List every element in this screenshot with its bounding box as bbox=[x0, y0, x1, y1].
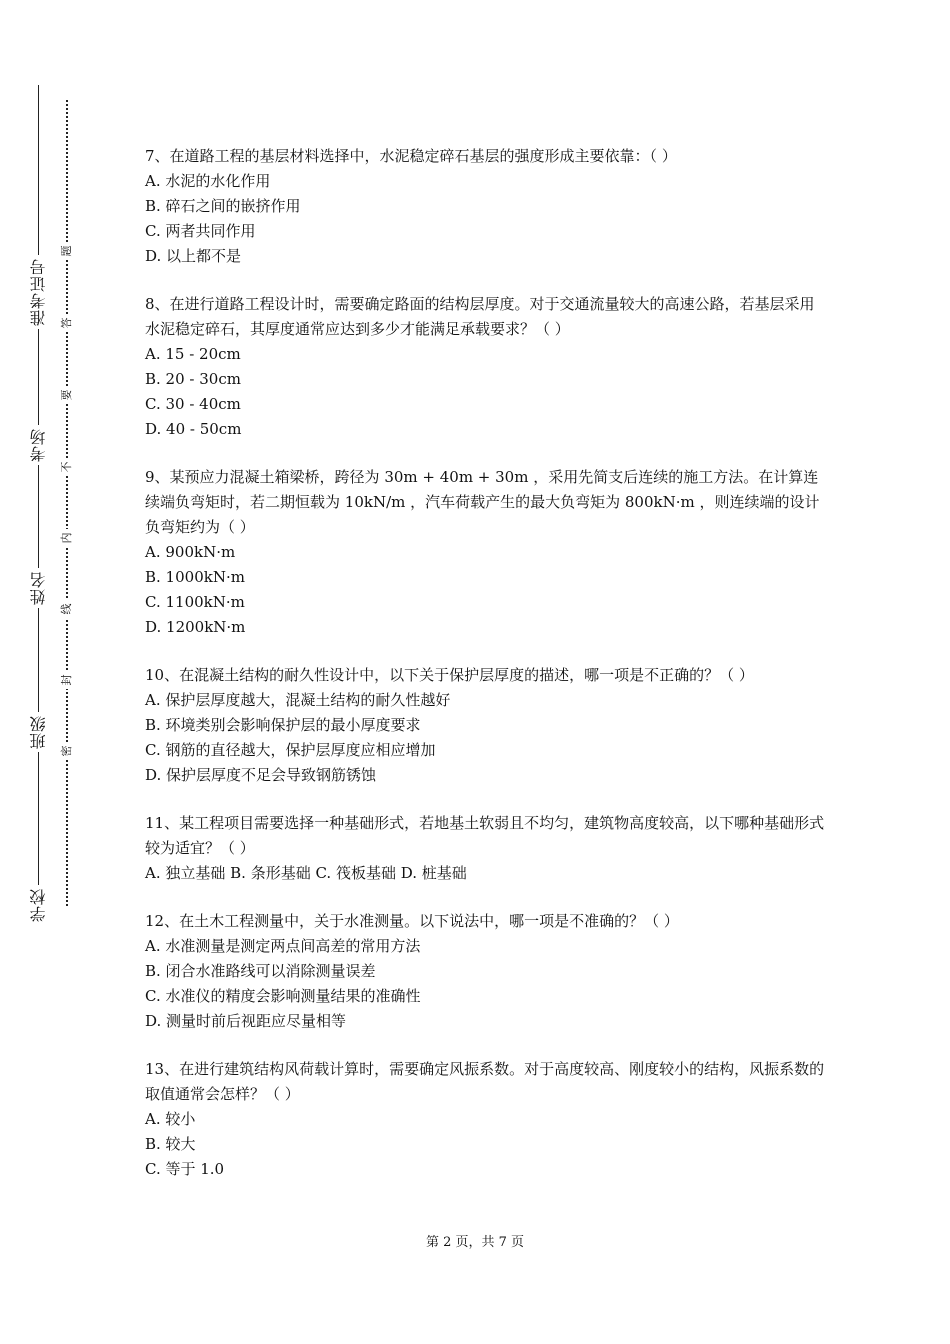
seal-char: 内 bbox=[60, 529, 74, 547]
question-8 bbox=[145, 292, 825, 442]
option: A. 保护层厚度越大，混凝土结构的耐久性越好 bbox=[145, 691, 451, 709]
option: D. 测量时前后视距应尽量相等 bbox=[145, 1012, 347, 1030]
question-list bbox=[145, 144, 825, 1205]
option: A. 较小 bbox=[145, 1110, 196, 1128]
option: B. 碎石之间的嵌挤作用 bbox=[145, 197, 301, 215]
question-7 bbox=[145, 144, 825, 269]
option: D. 保护层厚度不足会导致钢筋锈蚀 bbox=[145, 766, 377, 784]
option: B. 20 - 30cm bbox=[145, 370, 241, 388]
binding-dotted-line bbox=[66, 100, 68, 906]
question-stem: 11、某工程项目需要选择一种基础形式，若地基土软弱且不均匀，建筑物高度较高，以下哪种基础形式较为适宜？（ ） bbox=[145, 814, 825, 857]
option: A. 水准测量是测定两点间高差的常用方法 bbox=[145, 937, 421, 955]
question-stem: 7、在道路工程的基层材料选择中，水泥稳定碎石基层的强度形成主要依靠：（ ） bbox=[145, 147, 677, 165]
option: B. 环境类别会影响保护层的最小厚度要求 bbox=[145, 716, 421, 734]
option: C. 钢筋的直径越大，保护层厚度应相应增加 bbox=[145, 741, 436, 759]
option: B. 1000kN·m bbox=[145, 568, 245, 586]
option: D. 40 - 50cm bbox=[145, 420, 242, 438]
question-stem: 9、某预应力混凝土箱梁桥，跨径为 30m + 40m + 30m ，采用先简支后连续的施工方法。在计算连续端负弯矩时，若二期恒载为 10kN/m ，汽车荷载产生的最大负弯矩为 800kN·m ，则连续端的设计负弯矩约为（ ） bbox=[145, 468, 820, 536]
option: B. 闭合水准路线可以消除测量误差 bbox=[145, 962, 376, 980]
option: A. 15 - 20cm bbox=[145, 345, 241, 363]
seal-char: 封 bbox=[60, 671, 74, 689]
option: C. 1100kN·m bbox=[145, 593, 245, 611]
option: C. 等于 1.0 bbox=[145, 1160, 225, 1178]
question-stem: 8、在进行道路工程设计时，需要确定路面的结构层厚度。对于交通流量较大的高速公路，若基层采用水泥稳定碎石，其厚度通常应达到多少才能满足承载要求？（ ） bbox=[145, 295, 815, 338]
option: A. 独立基础 B. 条形基础 C. 筏板基础 D. 桩基础 bbox=[145, 864, 467, 882]
question-stem: 13、在进行建筑结构风荷载计算时，需要确定风振系数。对于高度较高、刚度较小的结构，风振系数的取值通常会怎样？（ ） bbox=[145, 1060, 825, 1103]
option: D. 以上都不是 bbox=[145, 247, 242, 265]
label-class: 班级 bbox=[24, 712, 54, 752]
page-number: 第 2 页，共 7 页 bbox=[425, 1235, 525, 1250]
question-9 bbox=[145, 465, 825, 640]
option: A. 水泥的水化作用 bbox=[145, 172, 271, 190]
question-stem: 12、在土木工程测量中，关于水准测量。以下说法中，哪一项是不准确的？（ ） bbox=[145, 912, 679, 930]
label-exam-id: 准考证号 bbox=[24, 255, 54, 329]
binding-solid-line bbox=[38, 85, 39, 917]
question-stem: 10、在混凝土结构的耐久性设计中，以下关于保护层厚度的描述，哪一项是不正确的？（ ） bbox=[145, 666, 754, 684]
option: C. 30 - 40cm bbox=[145, 395, 241, 413]
option: A. 900kN·m bbox=[145, 543, 236, 561]
seal-char: 题 bbox=[60, 242, 74, 260]
option: C. 两者共同作用 bbox=[145, 222, 256, 240]
option: D. 1200kN·m bbox=[145, 618, 246, 636]
label-name: 姓名 bbox=[24, 568, 54, 608]
question-12 bbox=[145, 909, 825, 1034]
question-11 bbox=[145, 811, 825, 886]
seal-char: 要 bbox=[60, 386, 74, 404]
option: C. 水准仪的精度会影响测量结果的准确性 bbox=[145, 987, 421, 1005]
label-exam-room: 考场 bbox=[24, 425, 54, 465]
option: B. 较大 bbox=[145, 1135, 196, 1153]
seal-char: 答 bbox=[60, 314, 74, 332]
seal-char: 密 bbox=[60, 742, 74, 760]
seal-char: 不 bbox=[60, 458, 74, 476]
label-school: 学校 bbox=[24, 885, 54, 925]
question-10 bbox=[145, 663, 825, 788]
seal-char: 线 bbox=[60, 600, 74, 618]
question-13 bbox=[145, 1057, 825, 1182]
